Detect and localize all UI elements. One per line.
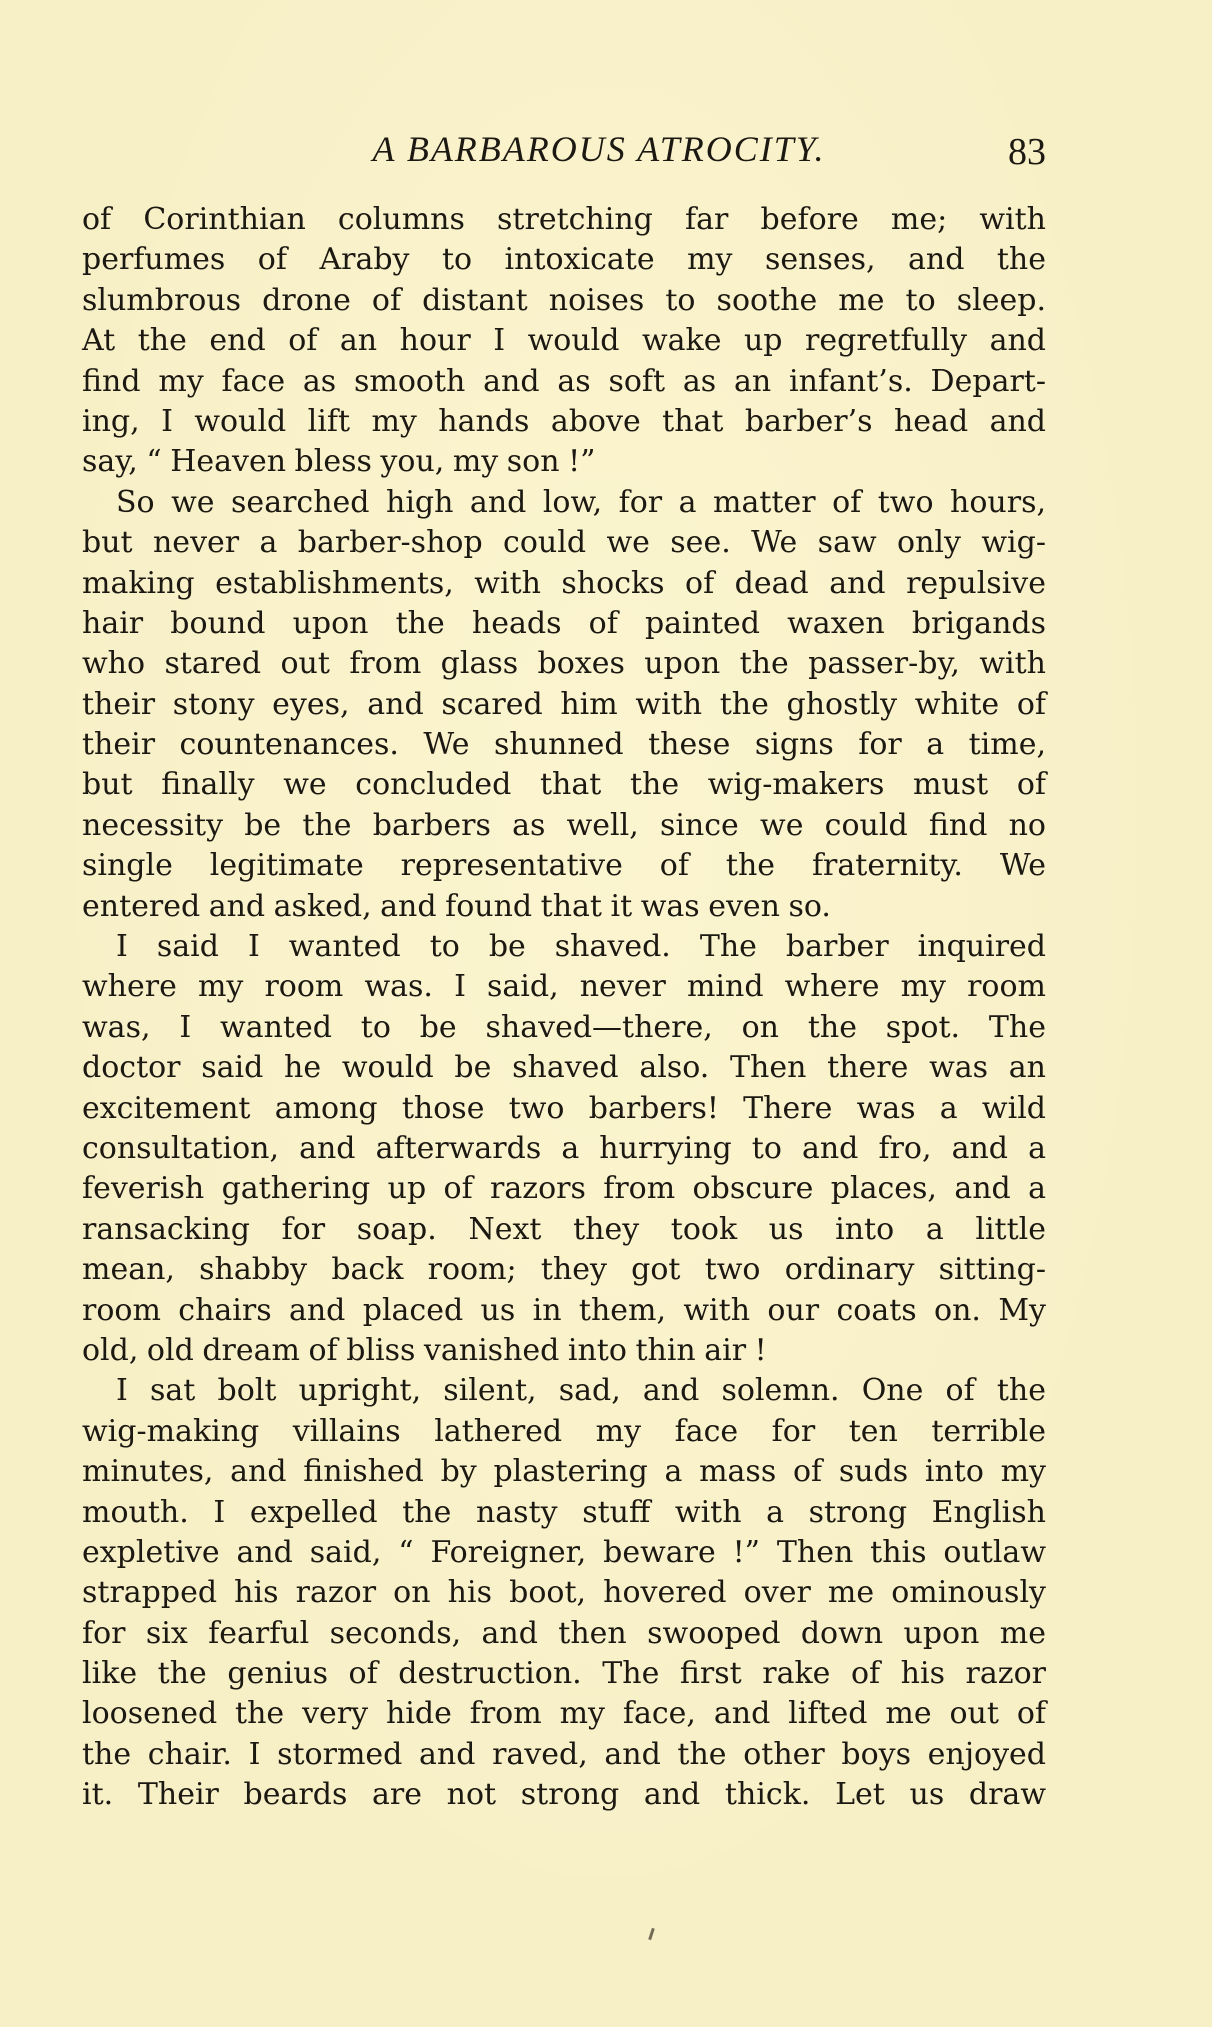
text-line: old, old dream of bliss vanished into thin air ! — [82, 1332, 767, 1368]
text-line: room chairs and placed us in them, with our coats on. My — [82, 1292, 1046, 1328]
text-line: the chair. I stormed and raved, and the other boys enjoyed — [82, 1736, 1046, 1772]
text-line: where my room was. I said, never mind where my room — [82, 969, 1046, 1005]
page-number: 83 — [1008, 131, 1046, 173]
running-head — [82, 120, 1046, 180]
text-line: it. Their beards are not strong and thick. Let us draw — [82, 1777, 1046, 1813]
text-line: perfumes of Araby to intoxicate my senses, and the — [82, 242, 1046, 278]
text-line: excitement among those two barbers! There was a wild — [82, 1090, 1046, 1126]
text-line: making establishments, with shocks of dead and repulsive — [82, 565, 1046, 601]
text-line: say, “ Heaven bless you, my son !” — [82, 444, 596, 480]
text-line: strapped his razor on his boot, hovered over me ominously — [82, 1575, 1046, 1611]
running-head-title: A BARBAROUS ATROCITY. — [372, 129, 826, 169]
text-line: At the end of an hour I would wake up regretfully and — [82, 323, 1046, 359]
text-line: their countenances. We shunned these signs for a time, — [82, 727, 1046, 763]
text-line: wig-making villains lathered my face for ten terrible — [82, 1413, 1046, 1449]
text-line: for six fearful seconds, and then swooped down upon me — [82, 1615, 1046, 1651]
text-line: of Corinthian columns stretching far before me; with — [82, 202, 1046, 237]
text-line: slumbrous drone of distant noises to soothe me to sleep. — [82, 282, 1046, 318]
text-line: entered and asked, and found that it was even so. — [82, 888, 831, 924]
text-line: who stared out from glass boxes upon the passer-by, with — [82, 646, 1046, 682]
body-text — [82, 200, 1046, 1816]
text-line: So we searched high and low, for a matter of two hours, — [116, 484, 1046, 520]
text-line: was, I wanted to be shaved—there, on the spot. The — [82, 1009, 1046, 1045]
text-line: ransacking for soap. Next they took us into a little — [82, 1211, 1046, 1247]
text-line: hair bound upon the heads of painted waxen brigands — [82, 605, 1046, 641]
text-line: expletive and said, “ Foreigner, beware !” Then this outlaw — [82, 1534, 1046, 1570]
text-line: ing, I would lift my hands above that barber’s head and — [82, 403, 1046, 439]
text-line: loosened the very hide from my face, and lifted me out of — [82, 1696, 1046, 1732]
text-line: like the genius of destruction. The first rake of his razor — [82, 1656, 1046, 1692]
text-line: mean, shabby back room; they got two ordinary sitting- — [82, 1252, 1046, 1288]
text-line: I sat bolt upright, silent, sad, and solemn. One of the — [116, 1373, 1046, 1409]
text-line: single legitimate representative of the fraternity. We — [82, 848, 1046, 884]
text-line: necessity be the barbers as well, since we could find no — [82, 807, 1046, 843]
text-line: consultation, and afterwards a hurrying to and fro, and a — [82, 1130, 1046, 1166]
text-line: their stony eyes, and scared him with the ghostly white of — [82, 686, 1046, 722]
text-line: find my face as smooth and as soft as an infant’s. Depart- — [82, 363, 1046, 399]
text-line: but finally we concluded that the wig-makers must of — [82, 767, 1046, 803]
text-line: feverish gathering up of razors from obscure places, and a — [82, 1171, 1046, 1207]
stray-ink-mark — [648, 1928, 655, 1940]
text-line: minutes, and finished by plastering a mass of suds into my — [82, 1454, 1046, 1490]
text-line: I said I wanted to be shaved. The barber inquired — [116, 929, 1046, 965]
text-line: doctor said he would be shaved also. Then there was an — [82, 1050, 1046, 1086]
text-line: mouth. I expelled the nasty stuff with a strong English — [82, 1494, 1046, 1530]
text-line: but never a barber-shop could we see. We saw only wig- — [82, 525, 1046, 561]
